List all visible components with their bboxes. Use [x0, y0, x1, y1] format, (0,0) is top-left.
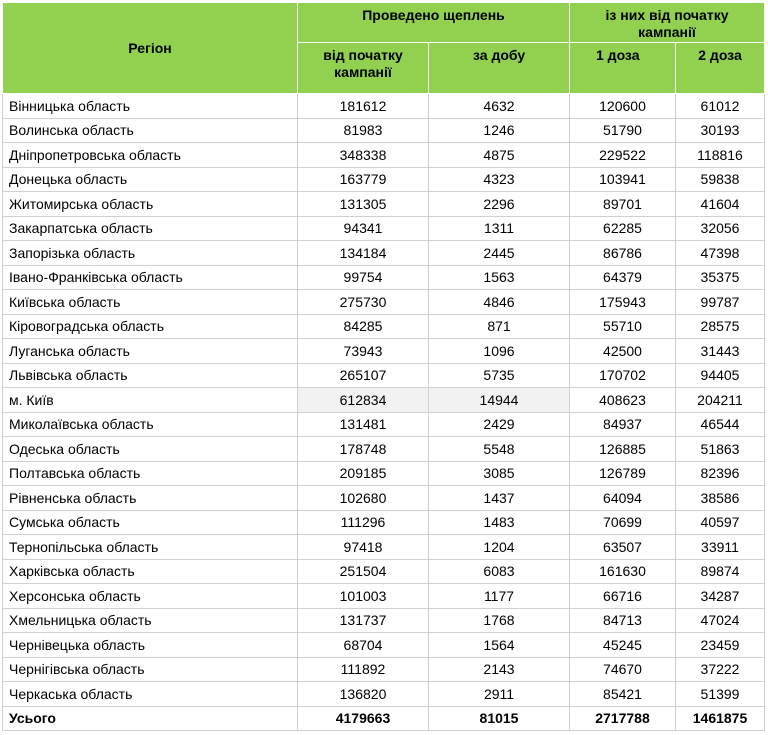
table-row [3, 633, 765, 658]
cell-dose-1: 62285 [570, 216, 676, 241]
totals-row [3, 706, 765, 731]
cell-dose-1: 45245 [570, 633, 676, 658]
cell-dose-1: 175943 [570, 290, 676, 315]
cell-dose-2: 41604 [676, 192, 765, 217]
cell-since-start: 134184 [298, 241, 429, 266]
cell-since-start: 265107 [298, 363, 429, 388]
cell-dose-2: 35375 [676, 265, 765, 290]
cell-since-start: 612834 [298, 388, 429, 413]
totals-label: Усього [3, 706, 298, 731]
cell-per-day: 1177 [429, 584, 570, 609]
cell-dose-2: 31443 [676, 339, 765, 364]
cell-per-day: 5548 [429, 437, 570, 462]
cell-dose-2: 40597 [676, 510, 765, 535]
table-row [3, 535, 765, 560]
cell-region: Кіровоградська область [3, 314, 298, 339]
cell-dose-1: 89701 [570, 192, 676, 217]
header-dose-1: 1 доза [570, 43, 676, 94]
cell-since-start: 73943 [298, 339, 429, 364]
table-header [3, 3, 765, 94]
cell-dose-1: 84713 [570, 608, 676, 633]
cell-per-day: 1204 [429, 535, 570, 560]
cell-since-start: 131305 [298, 192, 429, 217]
cell-dose-1: 74670 [570, 657, 676, 682]
table-footer [3, 706, 765, 731]
cell-since-start: 163779 [298, 167, 429, 192]
cell-since-start: 136820 [298, 682, 429, 707]
table-row [3, 314, 765, 339]
cell-since-start: 99754 [298, 265, 429, 290]
cell-since-start: 209185 [298, 461, 429, 486]
cell-region: Черкаська область [3, 682, 298, 707]
cell-region: Дніпропетровська область [3, 143, 298, 168]
cell-dose-1: 126789 [570, 461, 676, 486]
cell-per-day: 2911 [429, 682, 570, 707]
totals-dose-2: 1461875 [676, 706, 765, 731]
cell-per-day: 4632 [429, 94, 570, 119]
cell-region: Полтавська область [3, 461, 298, 486]
cell-per-day: 3085 [429, 461, 570, 486]
cell-dose-2: 30193 [676, 118, 765, 143]
table-row [3, 118, 765, 143]
cell-dose-1: 170702 [570, 363, 676, 388]
cell-dose-2: 59838 [676, 167, 765, 192]
cell-region: Вінницька область [3, 94, 298, 119]
cell-dose-1: 42500 [570, 339, 676, 364]
cell-dose-2: 204211 [676, 388, 765, 413]
table-row [3, 94, 765, 119]
table-row [3, 486, 765, 511]
cell-dose-2: 61012 [676, 94, 765, 119]
cell-dose-2: 51399 [676, 682, 765, 707]
cell-region: Чернігівська область [3, 657, 298, 682]
cell-region: Харківська область [3, 559, 298, 584]
vaccination-table [2, 2, 765, 731]
totals-dose-1: 2717788 [570, 706, 676, 731]
cell-per-day: 1768 [429, 608, 570, 633]
totals-per-day: 81015 [429, 706, 570, 731]
cell-dose-1: 70699 [570, 510, 676, 535]
cell-region: Луганська область [3, 339, 298, 364]
cell-dose-1: 66716 [570, 584, 676, 609]
cell-dose-1: 55710 [570, 314, 676, 339]
cell-dose-1: 51790 [570, 118, 676, 143]
table-body [3, 94, 765, 707]
cell-dose-1: 120600 [570, 94, 676, 119]
table-row [3, 339, 765, 364]
cell-per-day: 6083 [429, 559, 570, 584]
cell-dose-1: 408623 [570, 388, 676, 413]
cell-per-day: 4875 [429, 143, 570, 168]
cell-region: Хмельницька область [3, 608, 298, 633]
cell-region: Івано-Франківська область [3, 265, 298, 290]
cell-per-day: 1246 [429, 118, 570, 143]
cell-per-day: 1564 [429, 633, 570, 658]
header-group-since-start: із них від початку кампанії [570, 3, 765, 43]
table-row [3, 216, 765, 241]
cell-dose-2: 32056 [676, 216, 765, 241]
table-row [3, 437, 765, 462]
cell-since-start: 84285 [298, 314, 429, 339]
cell-dose-1: 103941 [570, 167, 676, 192]
cell-dose-2: 37222 [676, 657, 765, 682]
cell-since-start: 111296 [298, 510, 429, 535]
cell-region: Чернівецька область [3, 633, 298, 658]
cell-dose-2: 89874 [676, 559, 765, 584]
table-row [3, 290, 765, 315]
cell-dose-1: 126885 [570, 437, 676, 462]
cell-dose-2: 82396 [676, 461, 765, 486]
cell-since-start: 251504 [298, 559, 429, 584]
table-row [3, 657, 765, 682]
cell-dose-2: 28575 [676, 314, 765, 339]
cell-region: Львівська область [3, 363, 298, 388]
cell-since-start: 348338 [298, 143, 429, 168]
cell-since-start: 101003 [298, 584, 429, 609]
table-row [3, 559, 765, 584]
cell-region: м. Київ [3, 388, 298, 413]
cell-since-start: 181612 [298, 94, 429, 119]
cell-since-start: 131737 [298, 608, 429, 633]
cell-dose-1: 64379 [570, 265, 676, 290]
table-row [3, 608, 765, 633]
cell-dose-1: 63507 [570, 535, 676, 560]
cell-per-day: 4323 [429, 167, 570, 192]
table-row [3, 192, 765, 217]
cell-since-start: 81983 [298, 118, 429, 143]
cell-region: Закарпатська область [3, 216, 298, 241]
cell-per-day: 1437 [429, 486, 570, 511]
cell-per-day: 1311 [429, 216, 570, 241]
table-row [3, 363, 765, 388]
cell-dose-1: 161630 [570, 559, 676, 584]
cell-since-start: 275730 [298, 290, 429, 315]
cell-dose-2: 23459 [676, 633, 765, 658]
cell-region: Херсонська область [3, 584, 298, 609]
table-row [3, 241, 765, 266]
totals-since-start: 4179663 [298, 706, 429, 731]
cell-since-start: 111892 [298, 657, 429, 682]
header-dose-2: 2 доза [676, 43, 765, 94]
cell-region: Рівненська область [3, 486, 298, 511]
cell-since-start: 94341 [298, 216, 429, 241]
table-row [3, 510, 765, 535]
cell-dose-1: 85421 [570, 682, 676, 707]
table-row [3, 461, 765, 486]
table-row [3, 412, 765, 437]
cell-dose-2: 118816 [676, 143, 765, 168]
cell-per-day: 2296 [429, 192, 570, 217]
cell-dose-2: 38586 [676, 486, 765, 511]
cell-per-day: 1096 [429, 339, 570, 364]
cell-region: Тернопільська область [3, 535, 298, 560]
header-region: Регіон [3, 3, 298, 94]
cell-dose-2: 33911 [676, 535, 765, 560]
cell-per-day: 1483 [429, 510, 570, 535]
cell-region: Сумська область [3, 510, 298, 535]
cell-region: Запорізька область [3, 241, 298, 266]
cell-dose-2: 94405 [676, 363, 765, 388]
table-row [3, 584, 765, 609]
cell-dose-1: 84937 [570, 412, 676, 437]
cell-since-start: 97418 [298, 535, 429, 560]
cell-region: Житомирська область [3, 192, 298, 217]
table-row [3, 388, 765, 413]
cell-per-day: 2143 [429, 657, 570, 682]
cell-region: Волинська область [3, 118, 298, 143]
cell-dose-2: 51863 [676, 437, 765, 462]
cell-dose-1: 64094 [570, 486, 676, 511]
cell-region: Миколаївська область [3, 412, 298, 437]
cell-dose-2: 99787 [676, 290, 765, 315]
cell-per-day: 2445 [429, 241, 570, 266]
table-row [3, 265, 765, 290]
header-group-vaccinations: Проведено щеплень [298, 3, 570, 43]
cell-per-day: 871 [429, 314, 570, 339]
cell-dose-2: 34287 [676, 584, 765, 609]
cell-since-start: 178748 [298, 437, 429, 462]
cell-dose-2: 47398 [676, 241, 765, 266]
table-row [3, 682, 765, 707]
cell-since-start: 102680 [298, 486, 429, 511]
cell-dose-2: 46544 [676, 412, 765, 437]
cell-dose-2: 47024 [676, 608, 765, 633]
cell-since-start: 68704 [298, 633, 429, 658]
cell-per-day: 2429 [429, 412, 570, 437]
cell-per-day: 5735 [429, 363, 570, 388]
cell-dose-1: 229522 [570, 143, 676, 168]
cell-region: Одеська область [3, 437, 298, 462]
table-row [3, 143, 765, 168]
cell-dose-1: 86786 [570, 241, 676, 266]
header-per-day: за добу [429, 43, 570, 94]
cell-per-day: 14944 [429, 388, 570, 413]
cell-per-day: 4846 [429, 290, 570, 315]
cell-since-start: 131481 [298, 412, 429, 437]
table-row [3, 167, 765, 192]
header-since-start: від початку кампанії [298, 43, 429, 94]
cell-region: Київська область [3, 290, 298, 315]
cell-region: Донецька область [3, 167, 298, 192]
cell-per-day: 1563 [429, 265, 570, 290]
